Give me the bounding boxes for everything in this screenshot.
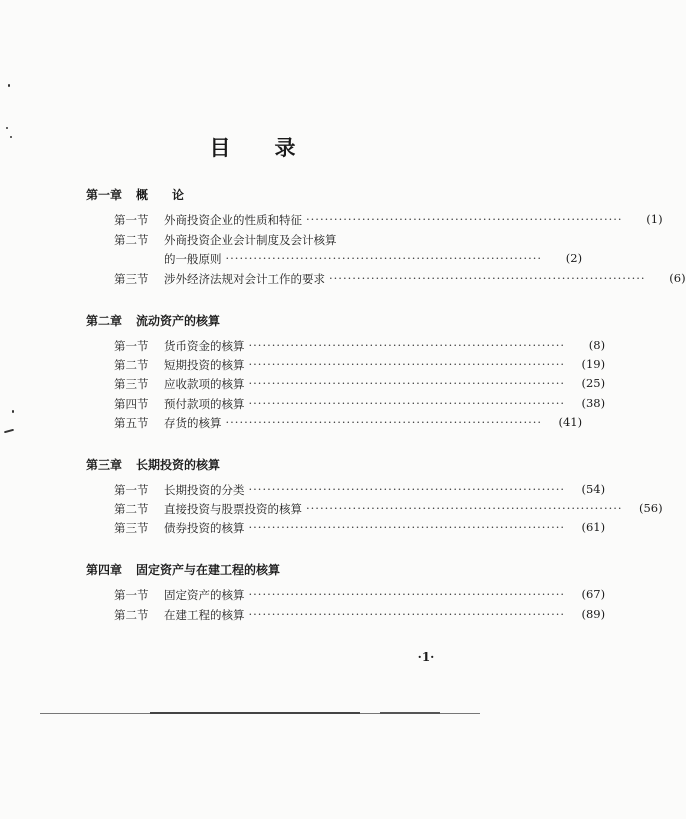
toc-entry: 第三节 债券投资的核算 ···································································· (61) [114, 520, 606, 535]
entry-title: 存货的核算 [164, 416, 222, 430]
chapter-heading [86, 561, 446, 578]
toc-entry: 第三节 应收款项的核算 ···································································· (25) [114, 376, 606, 391]
toc-title-char-1: 目 [209, 136, 231, 160]
chapter-label: 第二章 [86, 314, 123, 328]
entry-page: (25) [581, 376, 606, 390]
entry-page: (67) [581, 587, 606, 601]
toc-title [0, 132, 505, 162]
chapter-heading [86, 312, 446, 329]
entry-page: (1) [646, 212, 663, 226]
toc-entry [114, 232, 451, 250]
toc-entry: 第五节 存货的核算 ···································································· (41) [114, 415, 583, 430]
chapter-label: 第四章 [86, 563, 123, 577]
section-label: 第四节 [114, 397, 149, 411]
entry-page: (89) [581, 607, 606, 621]
chapter-title: 长期投资的核算 [136, 458, 221, 472]
entry-page: (8) [588, 338, 606, 352]
entry-title: 涉外经济法规对会计工作的要求 [164, 272, 325, 286]
entry-page: (61) [581, 520, 606, 534]
toc-entry: 第一节 货币资金的核算 ···································································· (8) [114, 338, 606, 353]
entry-page: (2) [565, 251, 583, 265]
entry-title: 应收款项的核算 [164, 377, 245, 391]
entry-page: (19) [581, 357, 606, 371]
scan-speck [4, 429, 14, 434]
section-label: 第二节 [114, 358, 149, 372]
entry-title: 外商投资企业的性质和特征 [164, 213, 302, 227]
section-label: 第二节 [114, 502, 149, 516]
scan-edge-line [380, 712, 440, 714]
entry-title: 在建工程的核算 [164, 608, 245, 622]
section-label: 第二节 [114, 233, 149, 247]
scan-speck [8, 84, 10, 87]
entry-title: 短期投资的核算 [164, 358, 245, 372]
chapter-heading [86, 186, 446, 203]
section-label: 第一节 [114, 213, 149, 227]
toc-entry: 第二节 在建工程的核算 ···································································· (89) [114, 607, 606, 622]
entry-title: 预付款项的核算 [164, 397, 245, 411]
entry-page: (38) [581, 396, 606, 410]
entry-title: 长期投资的分类 [164, 483, 245, 497]
entry-title: 固定资产的核算 [164, 588, 245, 602]
chapter-title: 流动资产的核算 [136, 314, 221, 328]
section-label: 第三节 [114, 377, 149, 391]
section-label: 第一节 [114, 588, 149, 602]
entry-title: 直接投资与股票投资的核算 [164, 502, 302, 516]
entry-title: 外商投资企业会计制度及会计核算 [164, 233, 337, 247]
toc-entry: 第一节 固定资产的核算 ···································································· (67) [114, 587, 606, 602]
scan-edge-line [150, 712, 360, 714]
section-label: 第一节 [114, 339, 149, 353]
entry-page: (41) [558, 415, 583, 429]
entry-title: 债券投资的核算 [164, 521, 245, 535]
section-label: 第二节 [114, 608, 149, 622]
chapter-label: 第三章 [86, 458, 123, 472]
toc-title-char-2: 录 [274, 136, 296, 160]
entry-page: (56) [638, 501, 663, 515]
toc-entry-continued: 的一般原则 ···································································· (2) [164, 251, 583, 266]
section-label: 第三节 [114, 521, 149, 535]
entry-page: (54) [581, 482, 606, 496]
toc-entry: 第一节 长期投资的分类 ···································································· (54) [114, 482, 606, 497]
section-label: 第五节 [114, 416, 149, 430]
toc-entry: 第二节 短期投资的核算 ···································································· (19) [114, 357, 606, 372]
page-number: ·1· [417, 650, 435, 664]
toc-entry: 第三节 涉外经济法规对会计工作的要求 ···································································· (6) [114, 271, 686, 286]
toc-entry: 第二节 直接投资与股票投资的核算 ···································································· (56) [114, 501, 663, 516]
toc-entry: 第一节 外商投资企业的性质和特征 ···································································· (1) [114, 212, 663, 227]
chapter-title: 概 论 [136, 188, 185, 202]
section-label: 第三节 [114, 272, 149, 286]
entry-title: 货币资金的核算 [164, 339, 245, 353]
chapter-label: 第一章 [86, 188, 123, 202]
entry-page: (6) [669, 271, 686, 285]
chapter-heading [86, 456, 446, 473]
scan-speck [12, 410, 14, 413]
scan-speck [6, 127, 8, 129]
toc-entry: 第四节 预付款项的核算 ···································································· (38) [114, 396, 606, 411]
chapter-title: 固定资产与在建工程的核算 [136, 563, 281, 577]
section-label: 第一节 [114, 483, 149, 497]
scan-speck [10, 136, 12, 138]
entry-title: 的一般原则 [164, 252, 222, 266]
